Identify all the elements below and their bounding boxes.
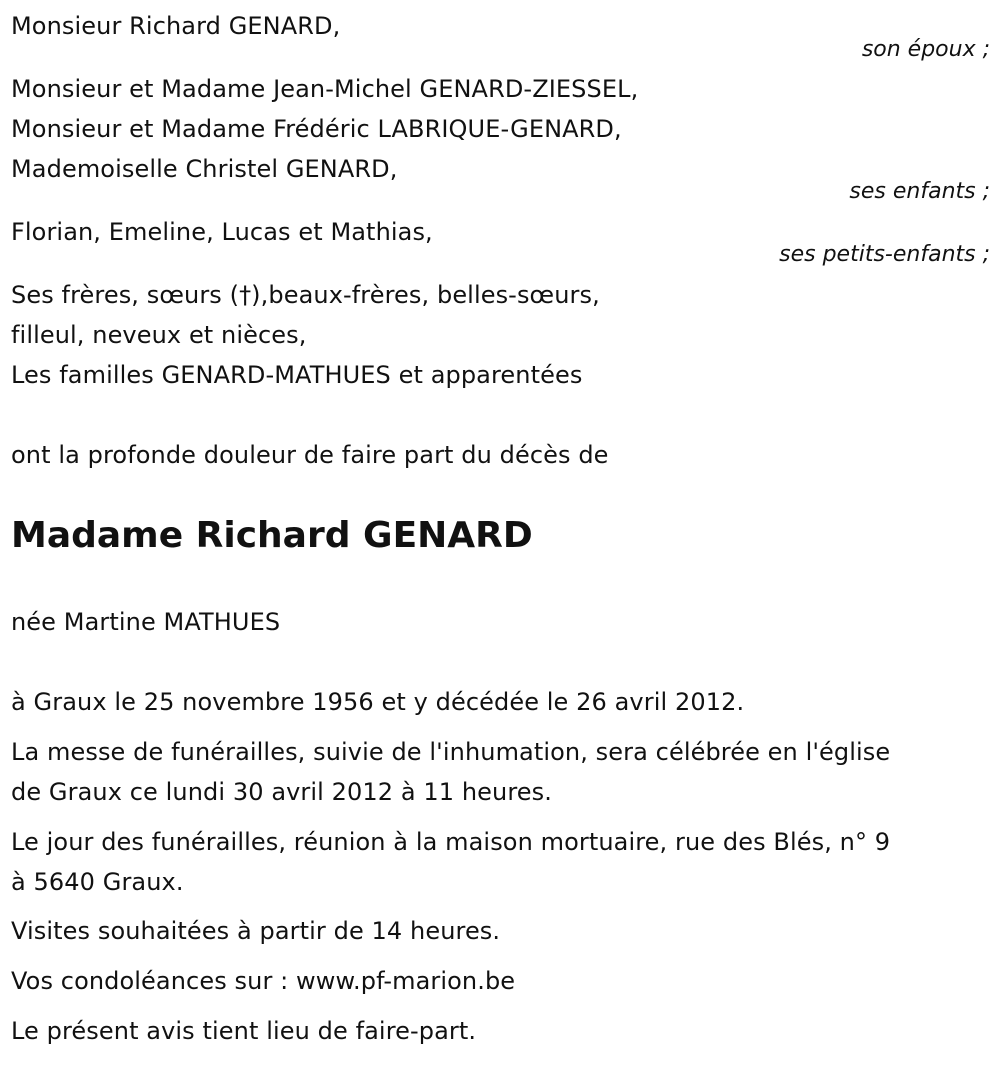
- spouse-name: Monsieur Richard GENARD,: [11, 12, 341, 40]
- child-line-1: Monsieur et Madame Jean-Michel GENARD-ZIESSEL,: [11, 75, 639, 103]
- deceased-name: Madame Richard GENARD: [11, 515, 533, 556]
- condolences-info: Vos condoléances sur : www.pf-marion.be: [11, 967, 516, 995]
- notice-text: Le présent avis tient lieu de faire-part.: [11, 1017, 477, 1045]
- gathering-line-1: Le jour des funérailles, réunion à la maison mortuaire, rue des Blés, n° 9: [11, 828, 891, 856]
- birth-death-dates: à Graux le 25 novembre 1956 et y décédée le 26 avril 2012.: [11, 688, 745, 716]
- maiden-name: née Martine MATHUES: [11, 608, 281, 636]
- child-line-2: Monsieur et Madame Frédéric LABRIQUE-GENARD,: [11, 115, 622, 143]
- children-relation: ses enfants ;: [849, 179, 990, 204]
- funeral-mass-line-1: La messe de funérailles, suivie de l'inhumation, sera célébrée en l'église: [11, 738, 891, 766]
- funeral-mass-line-2: de Graux ce lundi 30 avril 2012 à 11 heures.: [11, 778, 553, 806]
- gathering-line-2: à 5640 Graux.: [11, 868, 184, 896]
- spouse-relation: son époux ;: [861, 37, 990, 62]
- visits-info: Visites souhaitées à partir de 14 heures.: [11, 917, 501, 945]
- grandchildren-names: Florian, Emeline, Lucas et Mathias,: [11, 218, 433, 246]
- grandchildren-relation: ses petits-enfants ;: [779, 242, 990, 267]
- child-line-3: Mademoiselle Christel GENARD,: [11, 155, 398, 183]
- family-line-2: filleul, neveux et nièces,: [11, 321, 307, 349]
- family-line-1: Ses frères, sœurs (†),beaux-frères, belles-sœurs,: [11, 281, 600, 309]
- family-line-3: Les familles GENARD-MATHUES et apparentées: [11, 361, 583, 389]
- announcement-text: ont la profonde douleur de faire part du décès de: [11, 441, 609, 469]
